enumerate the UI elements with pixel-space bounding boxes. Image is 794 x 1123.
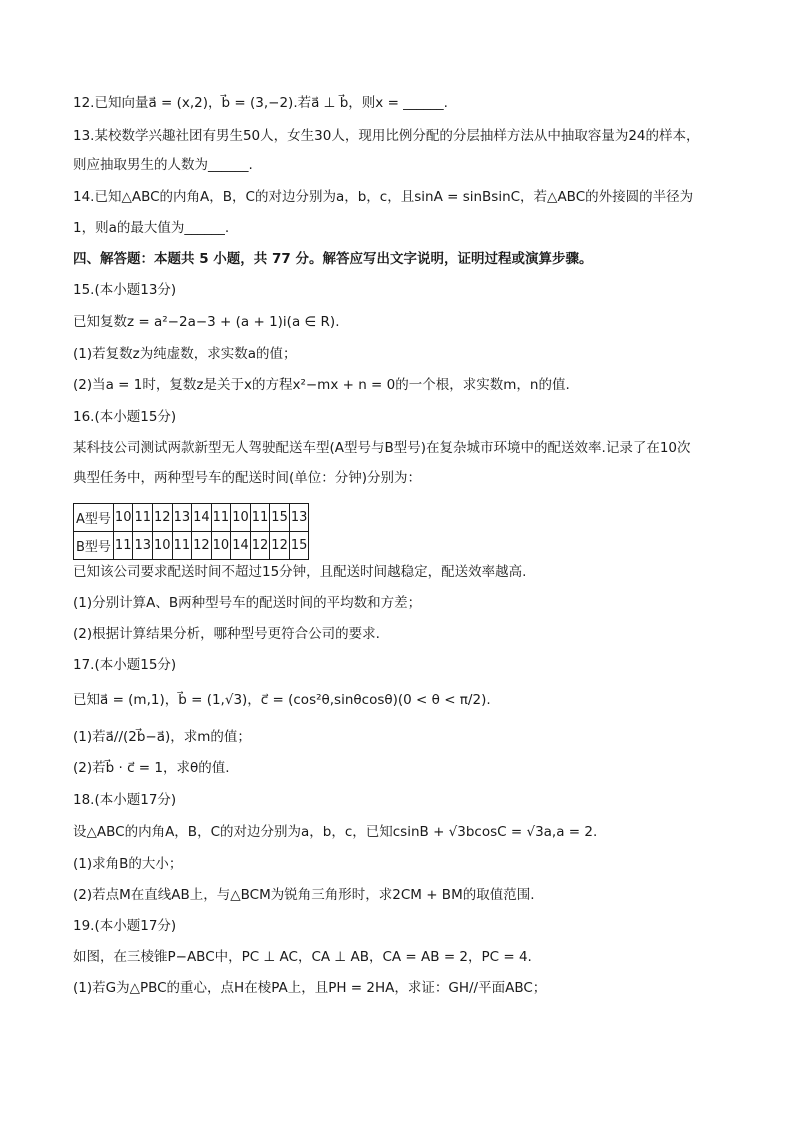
table-cell: 12 [250, 532, 270, 560]
text-line: 如图，在三棱锥P−ABC中，PC ⊥ AC，CA ⊥ AB，CA = AB = 2，PC = 4. [73, 949, 532, 965]
text-line: 典型任务中，两种型号车的配送时间(单位：分钟)分别为： [73, 470, 422, 486]
table-cell: 12 [270, 532, 290, 560]
text-line: (1)分别计算A、B两种型号车的配送时间的平均数和方差； [73, 595, 422, 611]
table-cell: 15 [270, 504, 290, 532]
table-cell: 10 [211, 532, 231, 560]
row-label: A型号 [74, 504, 114, 532]
text-line: 12.已知向量a⃗ = (x,2)，b⃗ = (3,−2).若a⃗ ⊥ b⃗，则x = ______. [73, 95, 448, 111]
text-line: 17.(本小题15分) [73, 657, 177, 673]
table-cell: 11 [250, 504, 270, 532]
table-row [74, 504, 309, 532]
text-line: 四、解答题：本题共 5 小题，共 77 分。解答应写出文字说明，证明过程或演算步骤。 [73, 251, 593, 267]
table-cell: 13 [289, 504, 309, 532]
text-line: 已知a⃗ = (m,1)，b⃗ = (1,√3)，c⃗ = (cos²θ,sinθcosθ)(0 < θ < π/2). [73, 692, 491, 708]
text-line: 1，则a的最大值为______. [73, 220, 230, 236]
text-line: (1)若复数z为纯虚数，求实数a的值； [73, 346, 297, 362]
text-line: 已知复数z = a²−2a−3 + (a + 1)i(a ∈ R). [73, 314, 340, 330]
text-line: 14.已知△ABC的内角A，B，C的对边分别为a，b，c，且sinA = sinBsinC，若△ABC的外接圆的半径为 [73, 189, 694, 205]
text-line: 13.某校数学兴趣社团有男生50人，女生30人，现用比例分配的分层抽样方法从中抽取容量为24的样本， [73, 128, 700, 144]
text-line: (1)求角B的大小； [73, 856, 183, 872]
table-cell: 10 [113, 504, 133, 532]
table-cell: 11 [113, 532, 133, 560]
text-line: (2)当a = 1时，复数z是关于x的方程x²−mx + n = 0的一个根，求实数m，n的值. [73, 377, 570, 393]
text-line: (1)若a⃗//(2b⃗−a⃗)，求m的值； [73, 729, 251, 745]
table-row [74, 532, 309, 560]
text-line: 15.(本小题13分) [73, 282, 177, 298]
text-line: (2)若点M在直线AB上，与△BCM为锐角三角形时，求2CM + BM的取值范围. [73, 887, 535, 903]
table-cell: 15 [289, 532, 309, 560]
text-line: 16.(本小题15分) [73, 409, 177, 425]
text-line: (1)若G为△PBC的重心，点H在棱PA上，且PH = 2HA，求证：GH//平面ABC； [73, 980, 547, 996]
row-label: B型号 [74, 532, 114, 560]
table-cell: 13 [172, 504, 192, 532]
table-cell: 14 [231, 532, 251, 560]
text-line: 则应抽取男生的人数为______. [73, 157, 253, 173]
table-cell: 11 [172, 532, 192, 560]
table-cell: 10 [231, 504, 251, 532]
table-cell: 11 [133, 504, 153, 532]
text-line: 18.(本小题17分) [73, 792, 177, 808]
text-line: 已知该公司要求配送时间不超过15分钟，且配送时间越稳定，配送效率越高. [73, 564, 527, 580]
table-cell: 12 [153, 504, 173, 532]
table-cell: 11 [211, 504, 231, 532]
text-line: (2)根据计算结果分析，哪种型号更符合公司的要求. [73, 626, 380, 642]
table-cell: 14 [192, 504, 212, 532]
table-cell: 10 [153, 532, 173, 560]
delivery-time-table [73, 503, 309, 560]
table-cell: 12 [192, 532, 212, 560]
text-line: 19.(本小题17分) [73, 918, 177, 934]
table-cell: 13 [133, 532, 153, 560]
text-line: 某科技公司测试两款新型无人驾驶配送车型(A型号与B型号)在复杂城市环境中的配送效率.记录了在10次 [73, 440, 691, 456]
text-line: (2)若b⃗ · c⃗ = 1，求θ的值. [73, 760, 230, 776]
text-line: 设△ABC的内角A，B，C的对边分别为a，b，c，已知csinB + √3bcosC = √3a,a = 2. [73, 824, 598, 840]
